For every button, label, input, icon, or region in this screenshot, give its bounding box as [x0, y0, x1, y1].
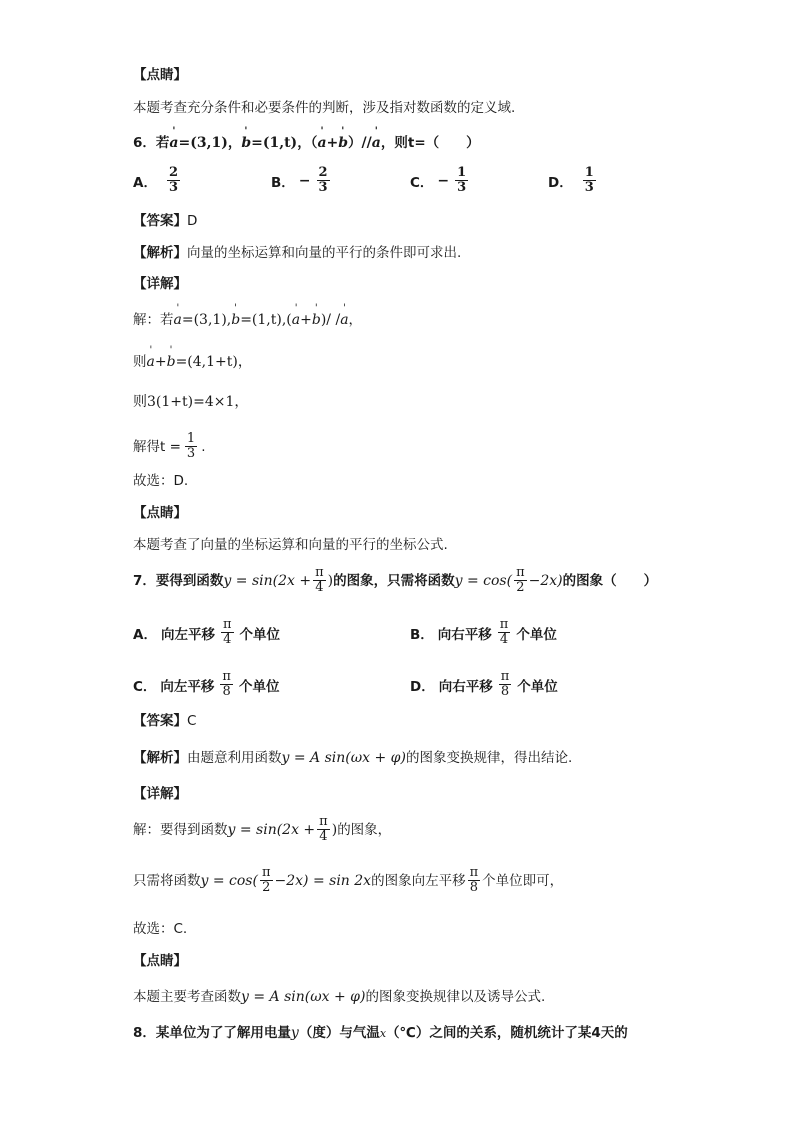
frac-num: 1 — [186, 431, 196, 446]
q7-answer — [133, 712, 196, 730]
q6-parallel: // — [361, 135, 372, 151]
vector-a: ' a — [169, 134, 178, 152]
step-prefix: 解得t = — [133, 438, 181, 455]
step-prefix: 只需将函数 — [133, 872, 201, 889]
step-tail: 个单位即可， — [482, 872, 564, 889]
a-def: =(3,1) — [181, 312, 227, 328]
analysis-label: 【解析】 — [133, 750, 187, 766]
option-letter: D． — [548, 174, 573, 191]
frac-num: π — [516, 565, 525, 580]
frac-num: 2 — [318, 165, 328, 180]
q6-step-3: 则3(1+t)=4×1， — [133, 394, 249, 410]
q7-option-a[interactable] — [133, 618, 280, 647]
q6-option-c[interactable] — [410, 166, 470, 195]
option-fraction — [498, 618, 511, 647]
q6-option-d[interactable] — [548, 166, 598, 195]
step-expr: =(4,1+t)， — [175, 354, 252, 370]
q6-step-1: 解：若' a=(3,1),' b=(1,t),(' a+' b)/ /' a， — [133, 311, 362, 329]
q6-step-2: 则' a+' b=(4,1+t)， — [133, 353, 252, 371]
vector-a: ' a — [174, 311, 182, 329]
option-fraction — [499, 670, 512, 699]
q6-ask: ，则t=（ ） — [380, 135, 480, 151]
q6-option-a[interactable] — [133, 166, 182, 195]
q7-dianjing-text — [133, 988, 545, 1006]
option-unit: 个单位 — [239, 626, 280, 643]
q6-b-def: =(1,t) — [251, 135, 298, 151]
stem-text: （度）与气温 — [298, 1025, 380, 1041]
analysis-text: 由题意利用函数 — [187, 750, 282, 766]
q6-analysis — [133, 244, 461, 262]
frac-den: 3 — [457, 180, 467, 195]
option-letter: A． — [133, 626, 157, 643]
q6-option-b[interactable] — [271, 166, 332, 195]
analysis-text: 向量的坐标运算和向量的平行的条件即可求出. — [187, 245, 462, 261]
q6-answer — [133, 212, 197, 230]
option-text: 向左平移 — [160, 678, 215, 695]
stem-text: （℃）之间的关系，随机统计了某4天的 — [386, 1025, 628, 1041]
option-unit: 个单位 — [517, 678, 558, 695]
q7-dianjing-heading: 【点睛】 — [133, 953, 187, 969]
vector-a: ' a — [292, 311, 300, 329]
step-tail: 的图象， — [337, 821, 392, 838]
frac-den: 2 — [262, 880, 271, 895]
q6-dianjing-text: 本题考查了向量的坐标运算和向量的平行的坐标公式. — [133, 537, 448, 553]
q6-stem: 6．若' a=(3,1)，' b=(1,t)，（' a+' b）//' a，则t=（ ） — [133, 134, 480, 152]
func-1-tail: ) — [327, 572, 334, 589]
func-2-head: y = cos( — [454, 572, 513, 589]
frac-den: 3 — [584, 180, 594, 195]
option-sign: − — [437, 172, 450, 189]
step-prefix: 解：若 — [133, 312, 174, 328]
vector-b: ' b — [231, 311, 240, 329]
step-text: 的图象向左平移 — [371, 872, 466, 889]
frac-den: 8 — [222, 684, 231, 699]
asin-formula: y = A sin(ωx + φ) — [281, 750, 406, 766]
option-fraction — [583, 166, 596, 195]
q6-choice: 故选：D. — [133, 473, 189, 489]
func-2-tail: −2x) — [528, 572, 563, 589]
analysis-label: 【解析】 — [133, 245, 187, 261]
vector-b: ' b — [312, 311, 321, 329]
option-text: 向右平移 — [437, 626, 492, 643]
func-1-head: y = sin(2x + — [223, 572, 312, 589]
asin-formula: y = A sin(ωx + φ) — [241, 989, 366, 1005]
frac-num: π — [222, 617, 232, 632]
pi-over-2 — [260, 866, 273, 895]
frac-den: 8 — [500, 684, 510, 699]
b-def: =(1,t) — [240, 312, 282, 328]
option-letter: A． — [133, 174, 157, 191]
frac-den: 8 — [469, 880, 478, 895]
stem-text: 7．要得到函数 — [133, 572, 224, 589]
frac-num: 1 — [457, 165, 467, 180]
vector-b: ' b — [241, 134, 251, 152]
option-fraction — [455, 166, 468, 195]
q7-option-d[interactable] — [410, 670, 558, 699]
intro-note: 本题考查充分条件和必要条件的判断，涉及指对数函数的定义域. — [133, 100, 516, 116]
frac-den: 3 — [168, 180, 178, 195]
answer-label: 【答案】 — [133, 213, 187, 229]
frac-den: 4 — [319, 829, 328, 844]
stem-text: 8．某单位为了了解用电量 — [133, 1025, 291, 1041]
option-fraction — [167, 166, 180, 195]
stem-text: 的图象，只需将函数 — [333, 572, 455, 589]
frac-num: π — [469, 865, 479, 880]
answer-value: C — [187, 713, 197, 729]
q6-dianjing-heading: 【点睛】 — [133, 505, 187, 521]
vector-a: ' a — [340, 311, 348, 329]
step-mid: −2x) = sin 2x — [274, 872, 372, 889]
q6-number: 6．若 — [133, 135, 170, 151]
option-text: 向右平移 — [438, 678, 493, 695]
func-1-head: y = sin(2x + — [227, 821, 316, 838]
func-1-tail: ) — [331, 821, 338, 838]
frac-num: 1 — [584, 165, 594, 180]
answer-value: D — [187, 213, 198, 229]
option-fraction — [220, 670, 233, 699]
frac-den: 3 — [186, 446, 196, 461]
q6-detail-heading: 【详解】 — [133, 276, 187, 292]
answer-label: 【答案】 — [133, 713, 187, 729]
option-unit: 个单位 — [238, 678, 280, 695]
func-2-head: y = cos( — [200, 872, 258, 889]
vector-a-2: ' a — [317, 134, 326, 152]
option-text: 向左平移 — [160, 626, 215, 643]
vector-a: ' a — [147, 353, 155, 371]
frac-den: 4 — [499, 632, 509, 647]
frac-num: π — [500, 669, 510, 684]
q7-step-1 — [133, 815, 391, 844]
analysis-text: 的图象变换规律，得出结论. — [405, 750, 573, 766]
var-y: y — [290, 1025, 299, 1041]
frac-num: π — [261, 865, 271, 880]
q7-option-c[interactable] — [133, 670, 279, 699]
option-letter: B． — [271, 174, 295, 191]
option-letter: B． — [410, 626, 434, 643]
frac-den: 3 — [318, 180, 328, 195]
vector-a-3: ' a — [372, 134, 381, 152]
frac-num: π — [499, 617, 509, 632]
option-letter: C． — [410, 174, 434, 191]
q7-stem — [133, 566, 657, 595]
pi-over-8 — [468, 866, 481, 895]
pi-over-4 — [313, 566, 326, 595]
option-fraction — [317, 166, 330, 195]
vector-b-2: ' b — [338, 134, 348, 152]
option-unit: 个单位 — [516, 626, 557, 643]
step-prefix: 解：要得到函数 — [133, 821, 228, 838]
q6-step-4: 解得t = $\frac{1}{3}$ . — [133, 431, 206, 461]
option-letter: D． — [410, 678, 435, 695]
q6-a-def: =(3,1) — [178, 135, 228, 151]
vector-b: ' b — [167, 353, 176, 371]
option-fraction — [221, 618, 234, 647]
q7-step-2 — [133, 866, 563, 895]
frac-num: 2 — [168, 165, 178, 180]
frac-num: π — [319, 814, 328, 829]
q7-choice: 故选：C. — [133, 921, 188, 937]
result-fraction — [185, 432, 197, 461]
frac-num: π — [222, 669, 231, 684]
step-prefix: 则 — [133, 354, 147, 370]
q7-detail-heading: 【详解】 — [133, 786, 187, 802]
frac-den: 4 — [315, 580, 324, 595]
pi-over-4 — [317, 815, 330, 844]
option-sign: − — [298, 172, 311, 189]
dianjing-text: 的图象变换规律以及诱导公式. — [365, 989, 546, 1005]
var-x: x — [379, 1027, 387, 1040]
dianjing-text: 本题主要考查函数 — [133, 989, 241, 1005]
stem-text: 的图象（ ） — [562, 572, 658, 589]
frac-den: 4 — [223, 632, 232, 647]
q7-analysis — [133, 749, 572, 767]
option-letter: C． — [133, 678, 157, 695]
frac-num: π — [315, 565, 324, 580]
dianjing-heading-1: 【点睛】 — [133, 67, 187, 83]
q7-option-b[interactable] — [410, 618, 557, 647]
frac-den: 2 — [516, 580, 525, 595]
q8-stem — [133, 1024, 628, 1043]
pi-over-2 — [514, 566, 527, 595]
